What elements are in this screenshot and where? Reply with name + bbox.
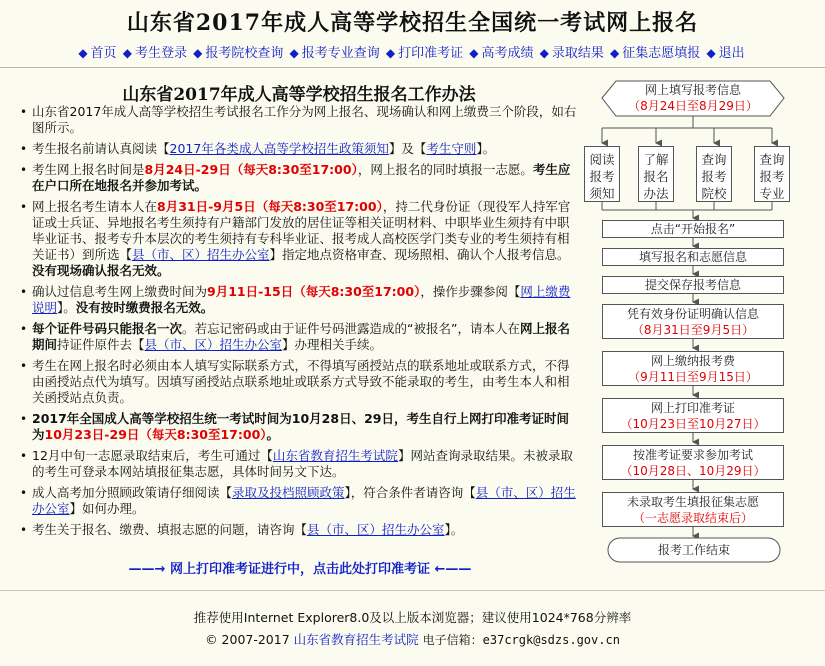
browser-recommendation: 推荐使用Internet Explorer8.0及以上版本浏览器；建议使用1024*768分辨率 — [193, 610, 632, 625]
payment-guide-link[interactable]: 网上缴费说明 — [32, 284, 571, 315]
diamond-icon: ◆ — [193, 46, 203, 60]
county-office-link[interactable]: 县（市、区）招生办公室 — [32, 485, 576, 516]
flow-step-supplementary: 未录取考生填报征集志愿 （一志愿录取结束后） — [602, 492, 784, 527]
nav-major-query[interactable]: 报考专业查询 — [301, 46, 380, 61]
nav-print-ticket[interactable]: 打印准考证 — [398, 46, 464, 61]
list-item: • 确认过信息考生网上缴费时间为9月11日-15日（每天8:30至17:00），操作步骤参阅【网上缴费说明】。没有按时缴费报名无效。 — [20, 284, 580, 316]
instructions-list — [20, 104, 580, 543]
diamond-icon: ◆ — [289, 46, 299, 60]
diamond-icon: ◆ — [78, 46, 88, 60]
nav-login[interactable]: 考生登录 — [134, 46, 187, 61]
diamond-icon: ◆ — [385, 46, 396, 60]
county-office-link[interactable]: 县（市、区）招生办公室 — [307, 522, 445, 537]
flow-step-payment: 网上缴纳报考费 （9月11日至9月15日） — [602, 351, 784, 386]
list-item: • 成人高考加分照顾政策请仔细阅读【录取及投档照顾政策】，符合条件者请咨询【县（市、区）招生办公室】如何办理。 — [20, 485, 580, 517]
flow-branch-major: 查询报考专业 — [754, 146, 790, 202]
page-title: 山东省2017年成人高等学校招生全国统一考试网上报名 — [126, 10, 699, 36]
arrow-left-icon: ←—— — [434, 562, 472, 577]
flow-end-node: 报考工作结束 — [657, 543, 730, 557]
nav-home[interactable]: 首页 — [90, 46, 117, 61]
flow-branch-read-notice: 阅读报考须知 — [584, 146, 620, 202]
list-item: • 考生网上报名时间是8月24日-29日（每天8:30至17:00），网上报名的同时填报一志愿。考生应在户口所在地报名并参加考试。 — [20, 162, 580, 194]
flow-start-node: 网上填写报考信息 （8月24日至8月29日） — [628, 83, 758, 113]
exam-authority-link[interactable]: 山东省教育招生考试院 — [272, 448, 398, 463]
county-office-link[interactable]: 县（市、区）招生办公室 — [144, 337, 283, 352]
copyright-text: © 2007-2017 — [205, 632, 290, 647]
policy-notice-link[interactable]: 2017年各类成人高等学校招生政策须知 — [169, 141, 389, 156]
print-ticket-banner[interactable] — [20, 558, 580, 577]
flow-step-fill-info: 填写报名和志愿信息 — [602, 248, 784, 266]
list-item: • 2017年全国成人高等学校招生统一考试时间为10月28日、29日，考生自行上网打印准考证时间为10月23日-29日（每天8:30至17:00）。 — [20, 411, 580, 443]
section-title: 山东省2017年成人高等学校招生报名工作办法 — [122, 85, 476, 105]
list-item: • 考生报名前请认真阅读【2017年各类成人高等学校招生政策须知】及【考生守则】。 — [20, 141, 580, 157]
flow-step-exam: 按准考证要求参加考试 （10月28日、10月29日） — [602, 445, 784, 480]
nav-logout[interactable]: 退出 — [718, 46, 745, 61]
header-divider — [0, 67, 825, 68]
list-item: • 每个证件号码只能报名一次。若忘记密码或由于证件号码泄露造成的“被报名”，请本人在网上报名期间持证件原件去【县（市、区）招生办公室】办理相关手续。 — [20, 321, 580, 353]
list-item: • 考生关于报名、缴费、填报志愿的问题，请咨询【县（市、区）招生办公室】。 — [20, 522, 580, 538]
list-item: • 山东省2017年成人高等学校招生考试报名工作分为网上报名、现场确认和网上缴费三个阶段，如右图所示。 — [20, 104, 580, 136]
flow-step-print: 网上打印准考证 （10月23日至10月27日） — [602, 398, 784, 433]
flow-branch-method: 了解报名办法 — [638, 146, 674, 202]
main-nav — [0, 42, 825, 61]
list-item: • 网上报名考生请本人在8月31日-9月5日（每天8:30至17:00），持二代身份证（现役军人持军官证或士兵证、异地报名考生须持有户籍部门发放的居住证等相关证明材料、中职毕业生须持有中职毕业证书、报考专升本层次的考生须持有专科毕业证、报考成人高校医学门类专业的考生须持有相关证书）到所选【县（市、区）招生办公室】指定地点资格审查、现场照相、确认个人报考信息。没有现场确认报名无效。 — [20, 199, 580, 279]
nav-school-query[interactable]: 报考院校查询 — [205, 46, 284, 61]
nav-admission-result[interactable]: 录取结果 — [551, 46, 604, 61]
contact-email: 电子信箱：e37crgk@sdzs.gov.cn — [422, 633, 620, 647]
diamond-icon: ◆ — [122, 46, 132, 60]
copyright-line — [0, 630, 825, 648]
arrow-right-icon: ——→ — [128, 562, 166, 577]
diamond-icon: ◆ — [706, 46, 716, 60]
list-item: • 12月中旬一志愿录取结束后，考生可通过【山东省教育招生考试院】网站查询录取结果。未被录取的考生可登录本网站填报征集志愿，具体时间另文下达。 — [20, 448, 580, 480]
list-item: • 考生在网上报名时必须由本人填写实际联系方式，不得填写函授站点的联系地址或联系方式，不得由函授站点代为填写。因填写函授站点联系地址或联系方式导致不能录取的考生，由考生本人和相关函授站点负责。 — [20, 358, 580, 406]
nav-scores[interactable]: 高考成绩 — [481, 46, 534, 61]
footer-divider — [0, 590, 825, 591]
diamond-icon: ◆ — [469, 46, 479, 60]
county-office-link[interactable]: 县（市、区）招生办公室 — [132, 247, 270, 262]
flow-branch-school: 查询报考院校 — [696, 146, 732, 202]
flow-step-submit: 提交保存报考信息 — [602, 276, 784, 294]
exam-authority-footer-link[interactable]: 山东省教育招生考试院 — [293, 632, 419, 647]
diamond-icon: ◆ — [539, 46, 549, 60]
registration-flowchart — [580, 76, 820, 576]
exam-rules-link[interactable]: 考生守则 — [426, 141, 477, 156]
bonus-policy-link[interactable]: 录取及投档照顾政策 — [232, 485, 345, 500]
print-ticket-link[interactable]: 网上打印准考证进行中，点击此处打印准考证 — [169, 562, 430, 577]
nav-supplementary[interactable]: 征集志愿填报 — [622, 46, 701, 61]
diamond-icon: ◆ — [610, 46, 620, 60]
flow-step-confirm: 凭有效身份证明确认信息 （8月31日至9月5日） — [602, 304, 784, 339]
flow-step-start-register: 点击“开始报名” — [602, 220, 784, 238]
